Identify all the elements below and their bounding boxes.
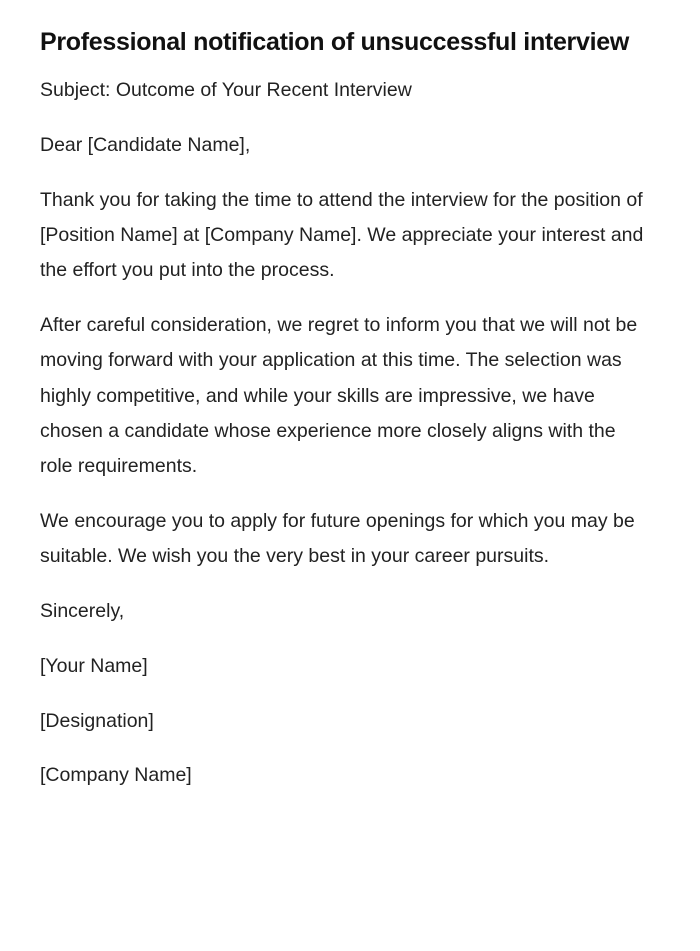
salutation: Dear [Candidate Name], [40,133,251,156]
closing: Sincerely, [40,600,125,623]
signature-name: [Your Name] [40,654,148,677]
page-title: Professional notification of unsuccessful interview [40,28,629,56]
body-paragraph-3: We encourage you to apply for future openings for which you may be suitable. We wish you the very best in your career pursuits. [40,509,635,568]
body-paragraph-1: Thank you for taking the time to attend the interview for the position of [Position Name] at [Company Name]. We appreciate your interest and the effort you put into the process. [40,188,644,282]
subject-line: Subject: Outcome of Your Recent Interview [40,79,412,101]
signature-designation: [Designation] [40,709,154,732]
body-paragraph-2: After careful consideration, we regret to inform you that we will not be moving forward with your application at this time. The selection was highly competitive, and while your skills are impressive, we have chosen a candidate whose experience more closely aligns with the role requirements. [40,313,638,478]
signature-company: [Company Name] [40,764,192,787]
